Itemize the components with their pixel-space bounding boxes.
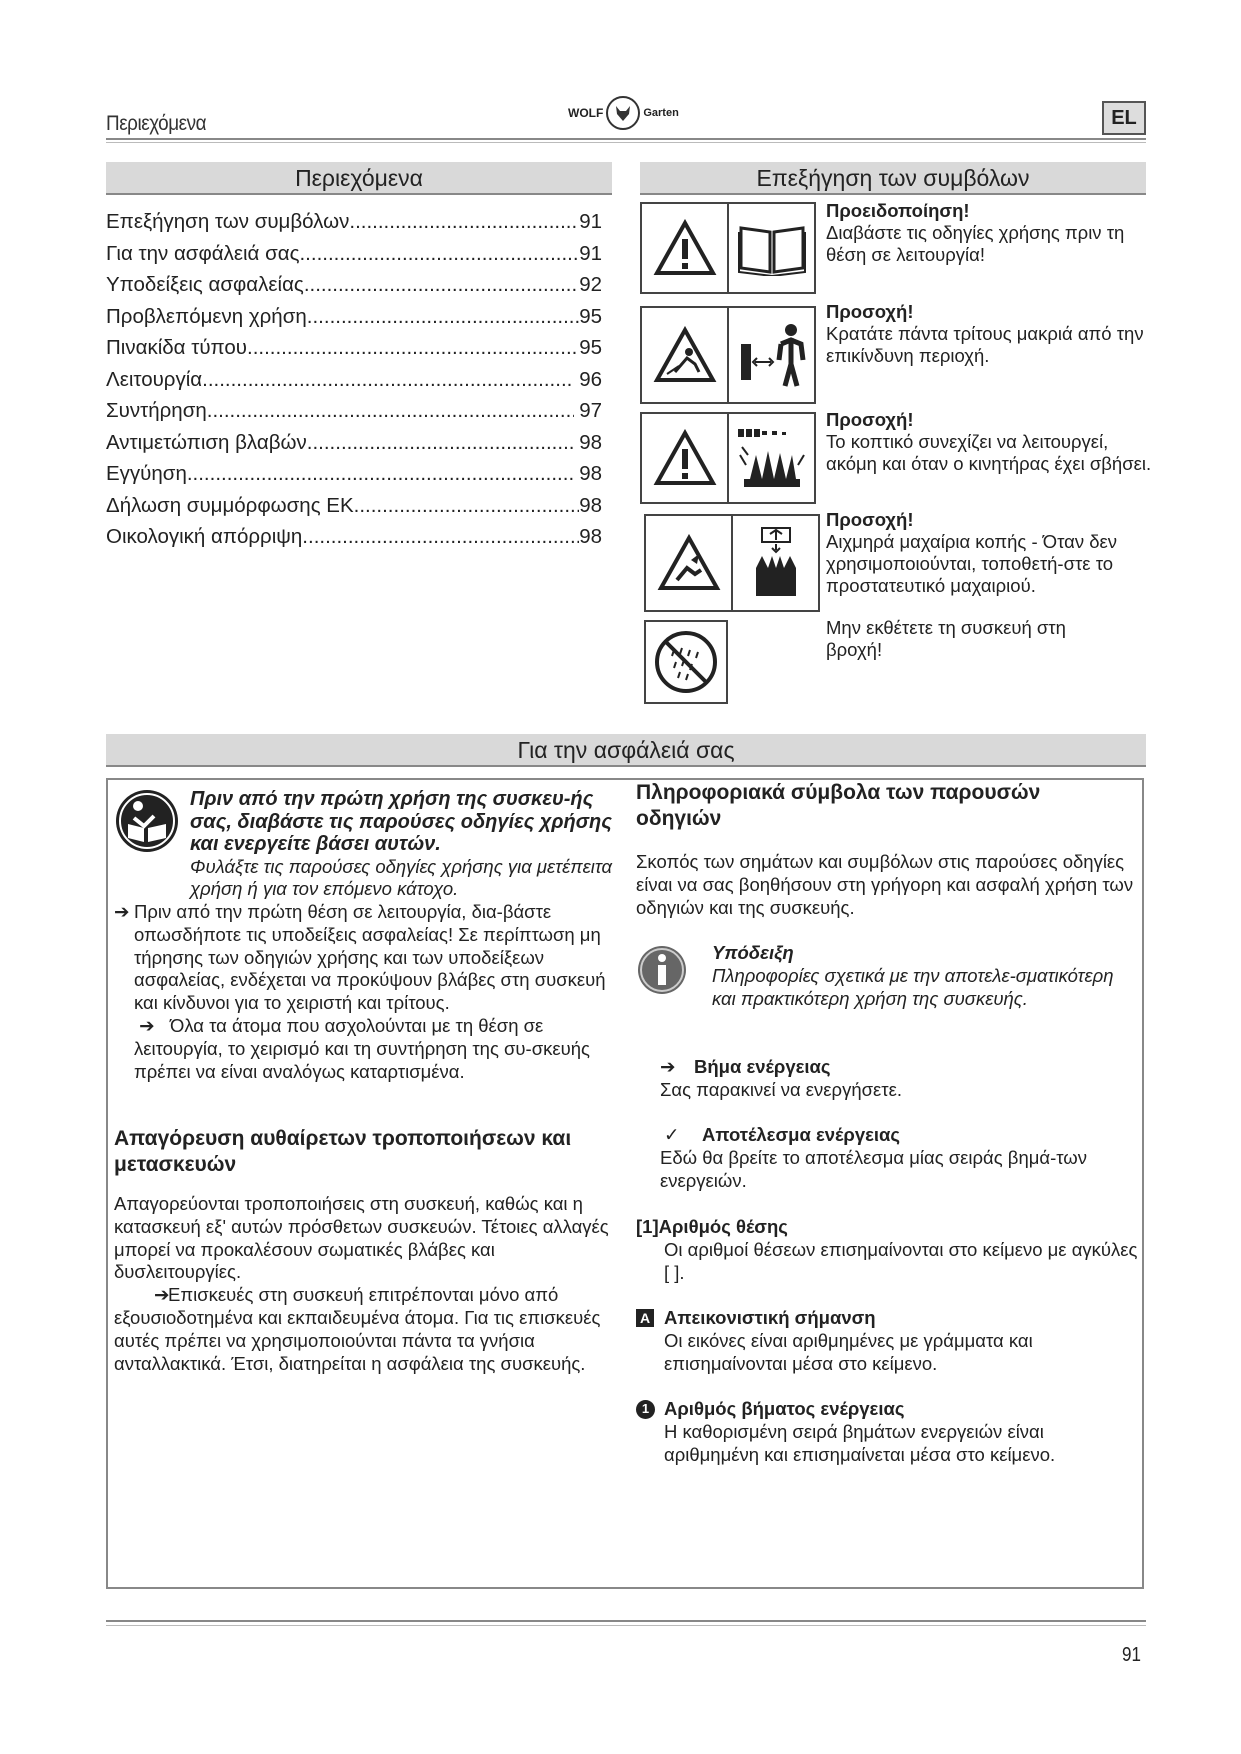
toc-entry	[106, 521, 602, 553]
toc-entry-label: Προβλεπόμενη χρήση	[106, 304, 307, 328]
arrow-right-icon: ➔	[114, 901, 130, 922]
modifications-bullet	[114, 1284, 626, 1375]
step-number-heading-row	[636, 1398, 1140, 1421]
modifications-text	[114, 1193, 626, 1375]
toc-entry-label: Οικολογική απόρριψη	[106, 525, 303, 548]
distance-person-icon	[727, 308, 814, 402]
symbol-blade-runs-on	[640, 412, 816, 504]
arrow-right-icon-4: ➔	[660, 1056, 676, 1077]
toc-leader-dots	[354, 490, 580, 522]
hazard-person-triangle-icon	[642, 308, 727, 402]
symbols-heading: Επεξήγηση των συμβόλων	[640, 162, 1146, 195]
result-heading: Αποτέλεσμα ενέργειας	[702, 1124, 901, 1145]
symbol-sharp-blades	[644, 514, 820, 612]
toc-entry-page: 91	[579, 241, 602, 265]
checkmark-icon: ✓	[664, 1124, 680, 1145]
symbol-desc-4: Αιχμηρά μαχαίρια κοπής - Όταν δεν χρησιμοποιούνται, τοποθετή-στε το προστατευτικό μαχαιριού.	[826, 531, 1118, 596]
logo-text-right: Garten	[643, 107, 679, 119]
safety-intro	[190, 788, 620, 901]
modifications-heading: Απαγόρευση αυθαίρετων τροποποιήσεων και μετασκευών	[114, 1127, 572, 1176]
language-badge: EL	[1102, 101, 1146, 135]
toc-leader-dots	[302, 521, 579, 553]
step-block	[660, 1056, 1130, 1102]
position-heading-row	[636, 1216, 1140, 1239]
result-heading-row	[660, 1124, 1130, 1147]
toc-entry-label: Αντιμετώπιση βλαβών	[106, 430, 307, 454]
figure-heading-row	[636, 1307, 1140, 1330]
toc-entry-page: 98	[579, 493, 602, 517]
info-symbols-text: Σκοπός των σημάτων και συμβόλων στις παρούσες οδηγίες είναι να σας βοηθήσουν στη γρήγορη και ασφαλή χρήση των οδηγιών και της συσκευής.	[636, 851, 1134, 918]
logo-text-left: WOLF	[568, 106, 604, 120]
step-number-text: Η καθορισμένη σειρά βημάτων ενεργειών είναι αριθμημένη και επισημαίνεται μέσα στο κείμενο.	[664, 1420, 1056, 1465]
toc-entry-label: Υποδείξεις ασφαλείας	[106, 273, 304, 296]
figure-heading: Απεικονιστική σήμανση	[664, 1307, 876, 1328]
hint-heading: Υπόδειξη	[712, 942, 794, 963]
hint-block	[712, 942, 1132, 1010]
toc-entry-label: Συντήρηση	[106, 399, 207, 422]
no-rain-icon	[646, 622, 726, 702]
toc-entry-page: 98	[579, 525, 602, 548]
brand-logo	[568, 96, 679, 130]
symbol-text-1	[826, 200, 1156, 266]
position-text: Οι αριθμοί θέσεων επισημαίνονται στο κείμενο με αγκύλες [ ].	[664, 1238, 1138, 1283]
toc-entry	[106, 206, 602, 238]
symbol-heading-3: Προσοχή!	[826, 409, 914, 430]
safety-bullet-2-text: Όλα τα άτομα που ασχολούνται με τη θέση σε λειτουργία, το χειρισμό και τη συντήρηση της συ-σκευής πρέπει να είναι αναλόγως καταρτισμένα.	[134, 1014, 590, 1082]
toc-entry-label: Πινακίδα τύπου	[106, 336, 247, 359]
symbol-heading-4: Προσοχή!	[826, 509, 914, 530]
toc-leader-dots	[247, 332, 579, 364]
toc-leader-dots	[304, 269, 579, 301]
symbol-desc-1: Διαβάστε τις οδηγίες χρήσης πριν τη θέση σε λειτουργία!	[826, 222, 1125, 265]
symbol-desc-2: Κρατάτε πάντα τρίτους μακριά από την επικίνδυνη περιοχή.	[826, 323, 1144, 366]
cut-hand-triangle-icon	[646, 516, 731, 610]
footer-rule	[106, 1620, 1146, 1622]
info-icon	[636, 944, 688, 1001]
header-rule	[106, 138, 1146, 140]
figure-block	[636, 1307, 1140, 1375]
symbol-heading-2: Προσοχή!	[826, 301, 914, 322]
toc-leader-dots	[202, 364, 573, 396]
position-heading: Αριθμός θέσης	[658, 1216, 788, 1237]
header-title: Περιεχόμενα	[106, 112, 207, 135]
toc-entry-page: 92	[579, 273, 602, 296]
step-heading: Βήμα ενέργειας	[694, 1056, 831, 1077]
figure-letter-icon: A	[636, 1309, 654, 1327]
read-manual-icon	[114, 788, 180, 859]
safety-bullets	[114, 901, 624, 1083]
toc-list	[106, 206, 602, 553]
toc-entry	[106, 269, 602, 301]
info-symbols-heading: Πληροφοριακά σύμβολα των παρουσών οδηγιών	[636, 781, 1041, 830]
position-marker: [1]	[636, 1216, 659, 1237]
safety-bullet-2	[134, 1015, 624, 1083]
symbol-desc-3: Το κοπτικό συνεχίζει να λειτουργεί, ακόμη και όταν ο κινητήρας έχει σβήσει.	[826, 431, 1152, 474]
toc-entry-page: 98	[573, 462, 602, 485]
warning-triangle-icon	[642, 204, 727, 292]
toc-entry	[106, 395, 602, 427]
toc-entry-label: Επεξήγηση των συμβόλων	[106, 210, 350, 233]
hint-text: Πληροφορίες σχετικά με την αποτελε-σματικότερη και πρακτικότερη χρήση της συσκευής.	[712, 964, 1114, 1009]
toc-leader-dots	[207, 395, 574, 427]
modifications-bullet-text: Επισκευές στη συσκευή επιτρέπονται μόνο από εξουσιοδοτημένα και εκπαιδευμένα άτομα. Για τις επισκευές αυτές πρέπει να χρησιμοποιούνται πάντα τα γνήσια ανταλλακτικά. Έτσι, διατηρείται η ασφάλεια της συσκευής.	[114, 1284, 601, 1374]
step-heading-row	[660, 1056, 1130, 1079]
toc-entry-page: 95	[579, 336, 602, 359]
page-number: 91	[1122, 1644, 1141, 1666]
symbol-heading-1: Προειδοποίηση!	[826, 200, 970, 221]
step-text: Σας παρακινεί να ενεργήσετε.	[660, 1078, 902, 1100]
toc-leader-dots	[307, 301, 579, 333]
toc-entry-label: Δήλωση συμμόρφωσης ΕΚ	[106, 493, 354, 517]
toc-entry	[106, 427, 602, 459]
footer-rule-thin	[106, 1625, 1146, 1626]
toc-leader-dots	[187, 458, 574, 490]
safety-bullet-1	[114, 901, 624, 1015]
toc-entry	[106, 238, 602, 270]
symbol-text-3	[826, 409, 1156, 475]
symbol-text-4	[826, 509, 1156, 597]
step-number-icon: 1	[636, 1400, 655, 1419]
safety-heading: Για την ασφάλειά σας	[106, 734, 1146, 767]
toc-entry	[106, 301, 602, 333]
manual-book-icon	[727, 204, 814, 292]
toc-entry	[106, 364, 602, 396]
safety-intro-bold: Πριν από την πρώτη χρήση της συσκευ-ής σας, διαβάστε τις παρούσες οδηγίες χρήσης και ενεργείτε βάσει αυτών.	[190, 788, 612, 855]
arrow-right-icon-2: ➔	[134, 1014, 155, 1036]
symbol-no-rain	[644, 620, 728, 704]
toc-heading: Περιεχόμενα	[106, 162, 612, 195]
toc-entry	[106, 458, 602, 490]
toc-entry-page: 98	[573, 430, 602, 454]
symbol-keep-distance	[640, 306, 816, 404]
step-number-block	[636, 1398, 1140, 1466]
toc-entry-page: 95	[579, 304, 602, 328]
toc-entry-page: 91	[579, 210, 602, 233]
symbol-text-5	[826, 617, 1126, 661]
wolf-head-icon	[606, 96, 640, 130]
warning-triangle-icon-2	[642, 414, 727, 502]
safety-intro-italic: Φυλάξτε τις παρούσες οδηγίες χρήσης για μετέπειτα χρήση ή για τον επόμενο κάτοχο.	[190, 855, 613, 900]
step-number-heading: Αριθμός βήματος ενέργειας	[664, 1398, 905, 1419]
toc-leader-dots	[307, 427, 574, 459]
position-block	[636, 1216, 1140, 1284]
toc-leader-dots	[299, 238, 579, 270]
header-rule-thin	[106, 142, 1146, 143]
safety-bullet-1-text: Πριν από την πρώτη θέση σε λειτουργία, δια-βάστε οπωσδήποτε τις υποδείξεις ασφαλείας! Σε περίπτωση μη τήρησης των οδηγιών χρήσης και των υποδείξεων ασφαλείας, ενδέχεται να προκύψουν βλάβες στη συσκευή και κίνδυνοι για το χειριστή και τρίτους.	[134, 901, 606, 1014]
blade-rotation-icon	[727, 414, 814, 502]
symbol-desc-5: Μην εκθέτετε τη συσκευή στη βροχή!	[826, 617, 1066, 660]
toc-entry	[106, 332, 602, 364]
toc-entry-page: 97	[573, 399, 602, 422]
symbol-warning-read-manual	[640, 202, 816, 294]
arrow-right-icon-3: ➔	[154, 1284, 170, 1306]
toc-entry-label: Λειτουργία	[106, 367, 203, 391]
result-block	[660, 1124, 1130, 1192]
toc-entry-label: Εγγύηση	[106, 462, 187, 485]
toc-entry	[106, 490, 602, 522]
blade-guard-icon	[731, 516, 818, 610]
modifications-paragraph: Απαγορεύονται τροποποιήσεις στη συσκευή, καθώς και η κατασκευή εξ' αυτών πρόσθετων συσκευών. Τέτοιες αλλαγές μπορεί να προκαλέσουν σωματικές βλάβες και δυσλειτουργίες.	[114, 1193, 609, 1283]
toc-leader-dots	[349, 206, 579, 238]
figure-text: Οι εικόνες είναι αριθμημένες με γράμματα και επισημαίνονται μέσα στο κείμενο.	[664, 1329, 1033, 1374]
toc-entry-label: Για την ασφάλειά σας	[106, 241, 300, 265]
result-text: Εδώ θα βρείτε το αποτέλεσμα μίας σειράς βημά-των ενεργειών.	[660, 1146, 1087, 1191]
symbol-text-2	[826, 301, 1156, 367]
toc-entry-page: 96	[573, 367, 602, 391]
